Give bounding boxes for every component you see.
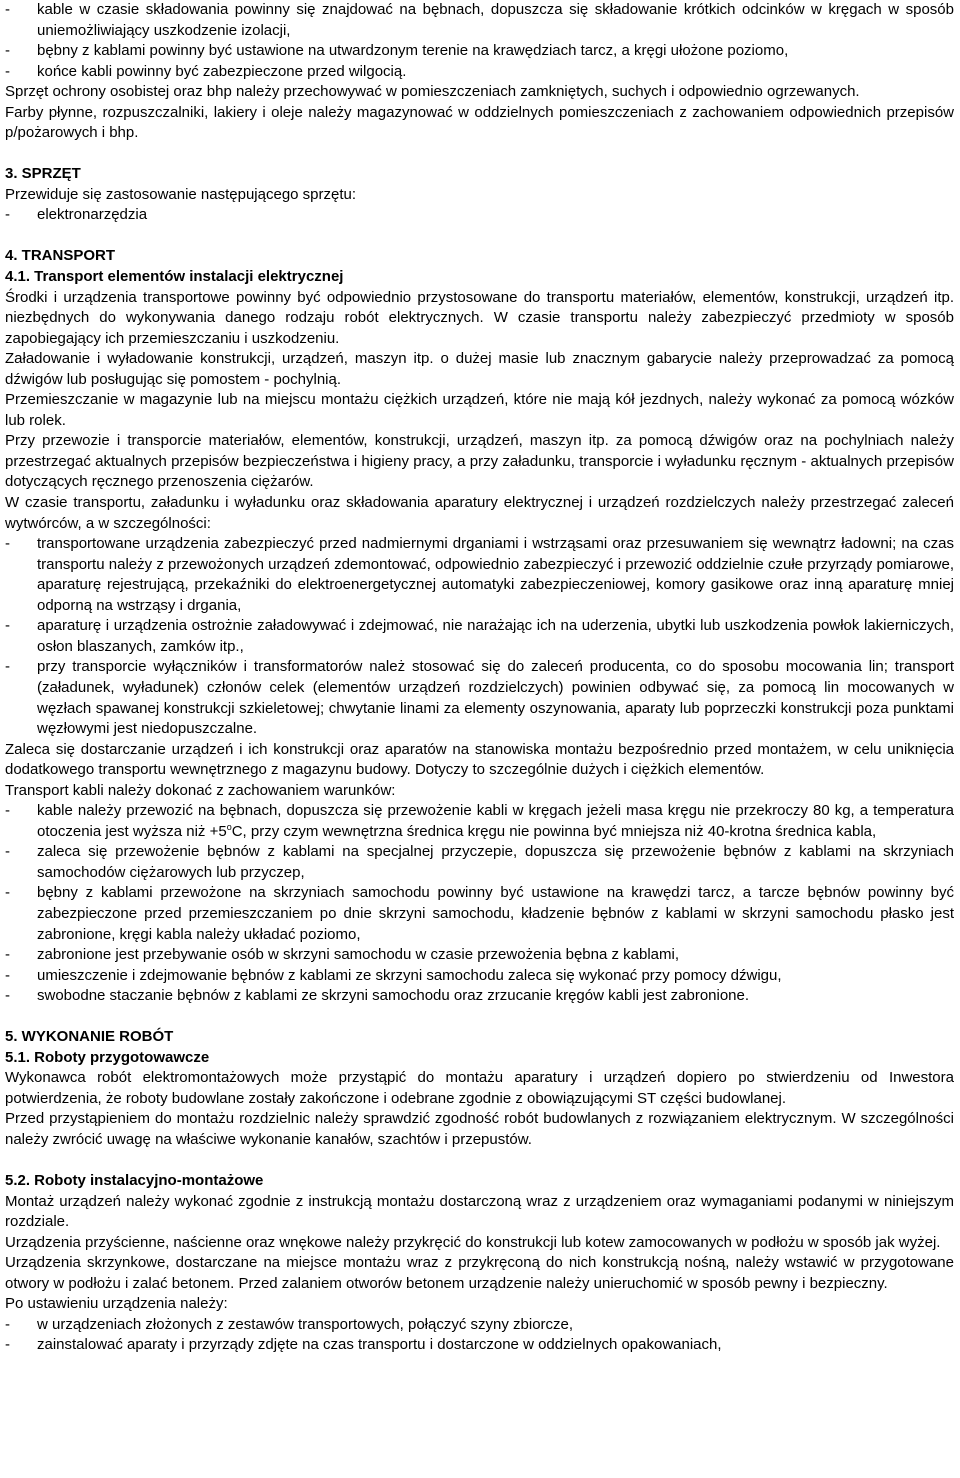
list-dash: - bbox=[5, 206, 10, 224]
list-dash: - bbox=[5, 1336, 10, 1354]
list-item: - w urządzeniach złożonych z zestawów transportowych, połączyć szyny zbiorcze, bbox=[5, 1315, 954, 1336]
list-dash: - bbox=[5, 658, 10, 676]
list-item: - swobodne staczanie bębnów z kablami ze skrzyni samochodu oraz zrzucanie kręgów kabli jest zabronione. bbox=[5, 986, 954, 1007]
list-item: - aparaturę i urządzenia ostrożnie załadowywać i zdejmować, nie narażając ich na uderzenia, ubytki lub uszkodzenia powłok lakierniczych, osłon blaszanych, zamków itp., bbox=[5, 616, 954, 657]
installation-list bbox=[5, 1315, 954, 1356]
paragraph: Przed przystąpieniem do montażu rozdzielnic należy sprawdzić zgodność robót budowlanych z rozwiązaniem elektrycznym. W szczególności należy zwrócić uwagę na właściwe wykonanie kanałów, szachtów i przepustów. bbox=[5, 1110, 954, 1148]
list-item: - umieszczenie i zdejmowanie bębnów z kablami ze skrzyni samochodu zaleca się wykonać przy pomocy dźwigu, bbox=[5, 966, 954, 987]
paragraph: Przy przewozie i transporcie materiałów, elementów, konstrukcji, urządzeń, maszyn itp. za pomocą dźwigów oraz na pochylniach należy przestrzegać aktualnych przepisów bezpieczeństwa i higieny pracy, a przy załadunku, transporcie i wyładunku ręcznym - aktualnych przepisów dotyczących ręcznego przenoszenia ciężarów. bbox=[5, 432, 954, 491]
paragraph: Farby płynne, rozpuszczalniki, lakiery i oleje należy magazynować w oddzielnych pomieszczeniach z zachowaniem odpowiednich przepisów p/pożarowych i bhp. bbox=[5, 103, 954, 142]
equipment-list bbox=[5, 534, 954, 739]
section-heading-3: 3. SPRZĘT bbox=[5, 165, 81, 183]
paragraph: Urządzenia skrzynkowe, dostarczane na miejsce montażu wraz z przykręconą do nich konstrukcją nośną, należy wstawić w przygotowane otwory w podłożu i zalać betonem. Przed zalaniem otworów betonem urządzenie należy unieruchomić w sposób pewny i bezpieczny. bbox=[5, 1254, 954, 1292]
list-item: - kable w czasie składowania powinny się znajdować na bębnach, dopuszcza się składowanie krótkich odcinków w kręgach w sposób uniemożliwiający uszkodzenie izolacji, bbox=[5, 0, 954, 41]
list-dash: - bbox=[5, 966, 10, 984]
paragraph: Przewiduje się zastosowanie następującego sprzętu: bbox=[5, 185, 357, 203]
paragraph: Sprzęt ochrony osobistej oraz bhp należy przechowywać w pomieszczeniach zamkniętych, suchych i odpowiednio ogrzewanych. bbox=[5, 83, 860, 101]
list-dash: - bbox=[5, 946, 10, 964]
list-dash: - bbox=[5, 802, 10, 820]
subsection-heading-4-1: 4.1. Transport elementów instalacji elektrycznej bbox=[5, 268, 344, 286]
list-dash: - bbox=[5, 62, 10, 80]
cable-transport-list bbox=[5, 801, 954, 1006]
paragraph: Środki i urządzenia transportowe powinny być odpowiednio przystosowane do transportu materiałów, elementów, konstrukcji, urządzeń itp. niezbędnych do wykonywania danego rodzaju robót elektrycznych. W czasie transportu należy zabezpieczyć przedmioty w sposób zapobiegający ich przemieszczaniu i uszkodzeniu. bbox=[5, 288, 954, 347]
paragraph: Po ustawieniu urządzenia należy: bbox=[5, 1295, 228, 1313]
paragraph: Transport kabli należy dokonać z zachowaniem warunków: bbox=[5, 781, 396, 799]
list-item: - bębny z kablami powinny być ustawione na utwardzonym terenie na krawędziach tarcz, a kręgi ułożone poziomo, bbox=[5, 41, 954, 62]
list-item: - kable należy przewozić na bębnach, dopuszcza się przewożenie kabli w kręgach jeżeli masa kręgu nie przekroczy 80 kg, a temperatura otoczenia jest wyższa niż $+5^oC$, przy czym wewnętrzna średnica kręgu nie powinna być mniejsza niż 40-krotna średnica kabla, bbox=[5, 801, 954, 842]
paragraph: Zaleca się dostarczanie urządzeń i ich konstrukcji oraz aparatów na stanowiska montażu bezpośrednio przed montażem, w celu uniknięcia dodatkowego transportu wewnętrznego z magazynu budowy. Dotyczy to szczególnie dużych i ciężkich elementów. bbox=[5, 740, 954, 779]
list-item: - bębny z kablami przewożone na skrzyniach samochodu powinny być ustawione na krawędzi tarcz, a tarcze bębnów powinny być zabezpieczone przed przemieszczaniem po dnie skrzyni samochodu, kładzenie bębnów z kablami w skrzyni samochodu płasko jest zabronione, kręgi kabla należy układać poziomo, bbox=[5, 883, 954, 945]
paragraph: Przemieszczanie w magazynie lub na miejscu montażu ciężkich urządzeń, które nie mają kół jezdnych, należy wykonać za pomocą wózków lub rolek. bbox=[5, 391, 954, 429]
paragraph: Montaż urządzeń należy wykonać zgodnie z instrukcją montażu dostarczoną wraz z urządzeniem oraz wymaganiami podanymi w niniejszym rozdziale. bbox=[5, 1192, 954, 1231]
paragraph: Załadowanie i wyładowanie konstrukcji, urządzeń, maszyn itp. o dużej masie lub znacznym gabarycie należy przeprowadzać za pomocą dźwigów lub posługując się pomostem - pochylnią. bbox=[5, 350, 954, 388]
list-dash: - bbox=[5, 1, 10, 18]
list-item: - końce kabli powinny być zabezpieczone przed wilgocią. bbox=[5, 62, 954, 83]
section-heading-5: 5. WYKONANIE ROBÓT bbox=[5, 1028, 174, 1046]
list-dash: - bbox=[5, 535, 10, 553]
degree-superscript: o bbox=[226, 821, 232, 832]
paragraph: W czasie transportu, załadunku i wyładunku oraz składowania aparatury elektrycznej i urządzeń rozdzielczych należy przestrzegać zaleceń wytwórców, a w szczególności: bbox=[5, 494, 954, 532]
list-item: - zabronione jest przebywanie osób w skrzyni samochodu w czasie przewożenia bębna z kablami, bbox=[5, 945, 954, 966]
list-item: - elektronarzędzia bbox=[5, 205, 954, 226]
list-dash: - bbox=[5, 843, 10, 861]
list-item: - zainstalować aparaty i przyrządy zdjęte na czas transportu i dostarczone w oddzielnych opakowaniach, bbox=[5, 1335, 954, 1356]
list-item: - przy transporcie wyłączników i transformatorów należ stosować się do zaleceń producenta, co do sposobu mocowania lin; transport (załadunek, wyładunek) członów celek (elementów urządzeń rozdzielczych) powinien odbywać się, za pomocą lin mocowanych w węzłach spawanej konstrukcji szkieletowej; chwytanie linami za elementy oszynowania, aparaty lub poprzeczki konstrukcji poza punktami węzłowymi jest niedopuszczalne. bbox=[5, 657, 954, 739]
list-item: - transportowane urządzenia zabezpieczyć przed nadmiernymi drganiami i wstrząsami oraz przesuwaniem się wewnątrz ładowni; na czas transportu należy z przewożonych urządzeń zdemontować, odpowiednio zabezpieczyć i przewozić oddzielnie czułe przyrządy pomiarowe, aparaturę rejestrującą, przekaźniki do elektroenergetycznej automatyki zabezpieczeniowej, komory gasikowe oraz inną aparaturę mniej odporną na wstrząsy i drgania, bbox=[5, 534, 954, 616]
list-dash: - bbox=[5, 884, 10, 902]
section-heading-4: 4. TRANSPORT bbox=[5, 247, 116, 265]
list-dash: - bbox=[5, 42, 10, 60]
paragraph: Wykonawca robót elektromontażowych może przystąpić do montażu aparatury i urządzeń dopiero po stwierdzeniu od Inwestora potwierdzenia, że roboty budowlane zostały zakończone i odebrane zgodnie z obowiązującymi ST części budowlanej. bbox=[5, 1069, 954, 1107]
subsection-heading-5-2: 5.2. Roboty instalacyjno-montażowe bbox=[5, 1171, 264, 1189]
list-dash: - bbox=[5, 617, 10, 635]
storage-list bbox=[5, 0, 954, 82]
subsection-heading-5-1: 5.1. Roboty przygotowawcze bbox=[5, 1048, 210, 1066]
list-item: - zaleca się przewożenie bębnów z kablami na specjalnej przyczepie, dopuszcza się przewożenie bębnów z kablami na skrzyniach samochodów ciężarowych lub przyczep, bbox=[5, 842, 954, 883]
paragraph: Urządzenia przyścienne, naścienne oraz wnękowe należy przykręcić do konstrukcji lub kotew zamocowanych w podłożu w sposób jak wyżej. bbox=[5, 1233, 941, 1251]
list-dash: - bbox=[5, 1315, 10, 1333]
list-dash: - bbox=[5, 987, 10, 1005]
